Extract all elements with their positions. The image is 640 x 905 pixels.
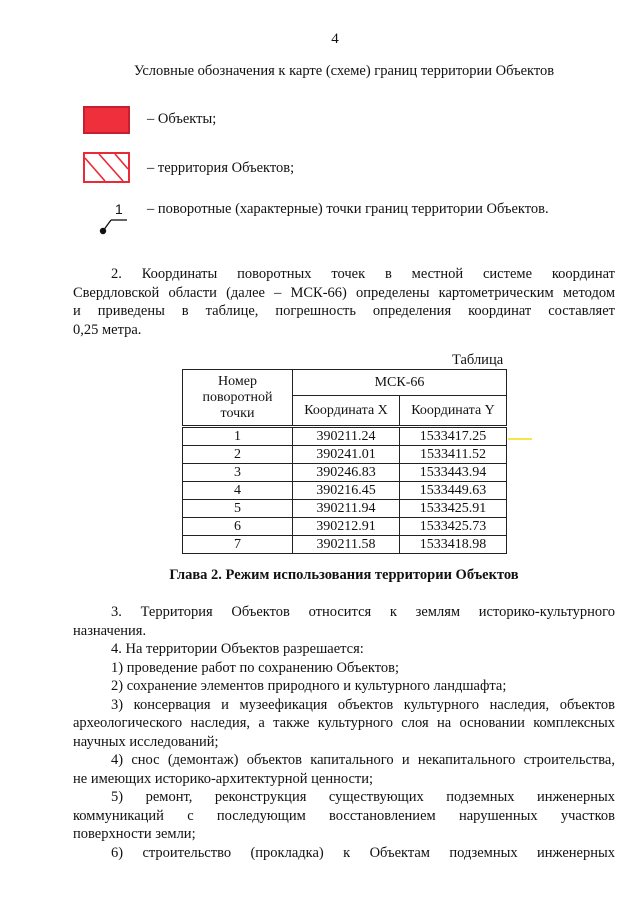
y-cell: 1533418.98 [400, 536, 507, 554]
territory-swatch-icon [83, 152, 130, 183]
x-cell: 390246.83 [293, 464, 400, 482]
list-item-line: научных исследований; [73, 733, 219, 750]
table-row [183, 518, 507, 536]
paragraph-line: 3. Территория Объектов относится к землям историко-культурного [111, 604, 615, 620]
point-number-cell: 3 [183, 464, 293, 482]
list-item-line: коммуникаций с последующим восстановлением нарушенных участков [73, 807, 615, 824]
list-item: 5) ремонт, реконструкция существующих подземных инженерных [111, 789, 615, 805]
paragraph-line: 4. На территории Объектов разрешается: [111, 641, 364, 657]
table-row [183, 482, 507, 500]
page-number: 4 [331, 31, 339, 47]
header-y: Координата Y [400, 396, 507, 427]
coordinates-table [182, 369, 507, 554]
paragraph-line: 2. Координаты поворотных точек в местной системе координат [111, 266, 615, 282]
list-item: 4) снос (демонтаж) объектов капитального и некапитального строительства, [111, 752, 615, 768]
table-caption: Таблица [452, 352, 504, 368]
point-number-cell: 4 [183, 482, 293, 500]
y-cell: 1533417.25 [400, 427, 507, 446]
x-cell: 390216.45 [293, 482, 400, 500]
list-item: 6) строительство (прокладка) к Объектам подземных инженерных [111, 844, 615, 861]
point-number-cell: 5 [183, 500, 293, 518]
legend-objects-text: – Объекты; [147, 111, 217, 127]
point-number-cell: 7 [183, 536, 293, 554]
point-number-cell: 1 [183, 427, 293, 446]
y-cell: 1533411.52 [400, 446, 507, 464]
table-row [183, 536, 507, 554]
table-row [183, 500, 507, 518]
boundary-point-label: 1 [115, 201, 123, 217]
boundary-point-icon [96, 202, 132, 238]
highlighter-mark [507, 436, 533, 442]
list-item-line: поверхности земли; [73, 826, 196, 842]
list-item-line: археологического наследия, а также культурного слоя на основании комплексных [73, 715, 615, 731]
header-coordinate-system: МСК-66 [293, 370, 507, 396]
objects-swatch-icon [83, 106, 130, 134]
header-point-number: Номер поворотной точки [183, 370, 293, 427]
paragraph-line: Свердловской области (далее – МСК-66) определены картометрическим методом [73, 284, 615, 301]
paragraph-2 [73, 265, 615, 339]
y-cell: 1533425.91 [400, 500, 507, 518]
header-x: Координата X [293, 396, 400, 427]
x-cell: 390212.91 [293, 518, 400, 536]
table-row [183, 427, 507, 446]
legend-territory-text: – территория Объектов; [147, 160, 295, 176]
x-cell: 390211.24 [293, 427, 400, 446]
y-cell: 1533425.73 [400, 518, 507, 536]
x-cell: 390211.58 [293, 536, 400, 554]
list-item-line: не имеющих историко-архитектурной ценности; [73, 770, 374, 787]
point-number-cell: 2 [183, 446, 293, 464]
list-item: 2) сохранение элементов природного и культурного ландшафта; [111, 678, 507, 694]
legend-title: Условные обозначения к карте (схеме) границ территории Объектов [133, 63, 555, 79]
legend-points-text: – поворотные (характерные) точки границ территории Объектов. [147, 201, 549, 217]
table-row [183, 446, 507, 464]
y-cell: 1533449.63 [400, 482, 507, 500]
x-cell: 390211.94 [293, 500, 400, 518]
table-row [183, 464, 507, 482]
chapter-body [73, 603, 615, 862]
chapter-title: Глава 2. Режим использования территории Объектов [169, 567, 519, 583]
x-cell: 390241.01 [293, 446, 400, 464]
list-item: 1) проведение работ по сохранению Объектов; [111, 659, 400, 676]
point-number-cell: 6 [183, 518, 293, 536]
paragraph-line: и приведены в таблице, погрешность определения координат составляет [73, 303, 615, 319]
y-cell: 1533443.94 [400, 464, 507, 482]
paragraph-line: назначения. [73, 622, 147, 639]
list-item: 3) консервация и музеефикация объектов культурного наследия, объектов [111, 696, 615, 713]
paragraph-line: 0,25 метра. [73, 321, 142, 338]
